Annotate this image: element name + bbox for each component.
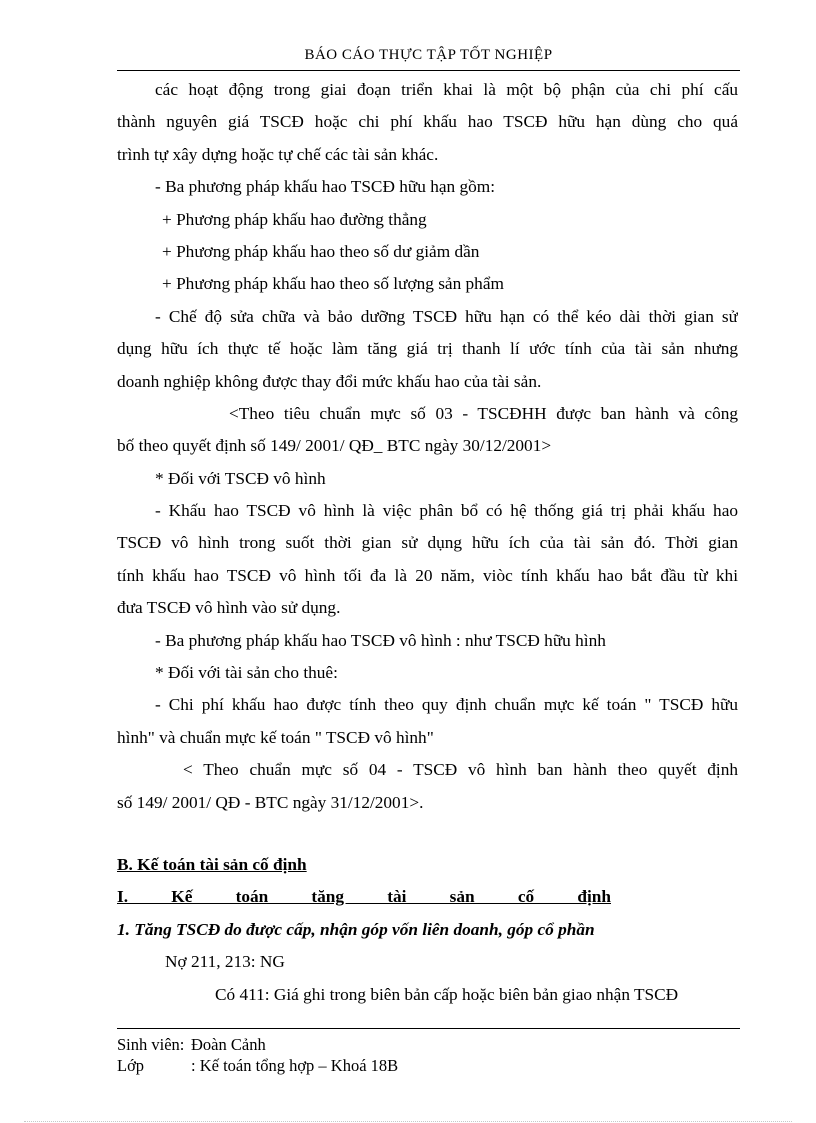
footer-class-row bbox=[117, 1055, 398, 1076]
section-heading-i: I. Kế toán tăng tài sản cố định bbox=[117, 887, 611, 907]
footer-rule bbox=[117, 1028, 740, 1029]
method-item-1: + Phương pháp khấu hao đường thẳng bbox=[162, 209, 427, 229]
standard-reference-2a: < Theo chuẩn mực số 04 - TSCĐ vô hình ban hành theo quyết định bbox=[183, 760, 738, 780]
intangible-heading: * Đối với TSCĐ vô hình bbox=[155, 468, 326, 488]
page-footer bbox=[117, 1034, 398, 1076]
body-line-14: - Khấu hao TSCĐ vô hình là việc phân bổ có hệ thống giá trị phải khấu hao bbox=[155, 501, 738, 521]
document-body bbox=[117, 74, 738, 1011]
class-value: : Kế toán tổng hợp – Khoá 18B bbox=[191, 1056, 399, 1075]
journal-entry-debit: Nợ 211, 213: NG bbox=[165, 952, 285, 972]
header-rule bbox=[117, 70, 740, 71]
method-list-heading: - Ba phương pháp khấu hao TSCĐ hữu hạn gồm: bbox=[155, 177, 496, 197]
section-heading-b: B. Kế toán tài sản cố định bbox=[117, 854, 307, 874]
method-item-2: + Phương pháp khấu hao theo số dư giảm dần bbox=[162, 241, 480, 261]
standard-reference-1a: <Theo tiêu chuẩn mực số 03 - TSCĐHH được ban hành và công bbox=[229, 403, 738, 423]
body-line-1: các hoạt động trong giai đoạn triển khai là một bộ phận của chi phí cấu bbox=[155, 80, 738, 99]
body-line-16: tính khấu hao TSCĐ vô hình tối đa là 20 năm, viòc tính khấu hao bắt đầu từ khi bbox=[117, 565, 738, 585]
method-item-3: + Phương pháp khấu hao theo số lượng sản phẩm bbox=[162, 274, 504, 294]
standard-reference-1b: bố theo quyết định số 149/ 2001/ QĐ_ BTC ngày 30/12/2001> bbox=[117, 436, 552, 456]
body-line-20: - Chi phí khấu hao được tính theo quy định chuẩn mực kế toán " TSCĐ hữu bbox=[155, 695, 738, 715]
spacer bbox=[117, 819, 738, 849]
leased-assets-heading: * Đối với tài sản cho thuê: bbox=[155, 663, 338, 683]
body-line-17: đưa TSCĐ vô hình vào sử dụng. bbox=[117, 598, 341, 618]
body-line-2: thành nguyên giá TSCĐ hoặc chi phí khấu hao TSCĐ hữu hạn dùng cho quá bbox=[117, 112, 738, 132]
subsection-heading-1: 1. Tăng TSCĐ do được cấp, nhận góp vốn liên doanh, góp cổ phần bbox=[117, 919, 595, 939]
footer-student-row bbox=[117, 1034, 398, 1055]
body-line-10: doanh nghiệp không được thay đổi mức khấu hao của tài sản. bbox=[117, 371, 542, 391]
body-line-15: TSCĐ vô hình trong suốt thời gian sử dụng hữu ích của tài sản đó. Thời gian bbox=[117, 533, 738, 553]
student-name: Đoàn Cảnh bbox=[191, 1035, 266, 1054]
body-line-8: - Chế độ sửa chữa và bảo dưỡng TSCĐ hữu hạn có thể kéo dài thời gian sử bbox=[155, 306, 738, 326]
body-line-18: - Ba phương pháp khấu hao TSCĐ vô hình : như TSCĐ hữu hình bbox=[155, 630, 606, 650]
page-header-title: BÁO CÁO THỰC TẬP TỐT NGHIỆP bbox=[304, 47, 553, 63]
class-label: Lớp bbox=[117, 1056, 145, 1075]
body-line-9: dụng hữu ích thực tế hoặc làm tăng giá trị thanh lí ước tính của tài sản nhưng bbox=[117, 339, 738, 359]
page-edge bbox=[24, 1121, 792, 1122]
body-line-3: trình tự xây dựng hoặc tự chế các tài sản khác. bbox=[117, 144, 439, 164]
body-line-21: hình" và chuẩn mực kế toán " TSCĐ vô hình" bbox=[117, 727, 434, 747]
standard-reference-2b: số 149/ 2001/ QĐ - BTC ngày 31/12/2001>. bbox=[117, 792, 424, 812]
journal-entry-credit: Có 411: Giá ghi trong biên bản cấp hoặc biên bản giao nhận TSCĐ bbox=[215, 984, 679, 1004]
student-label: Sinh viên: bbox=[117, 1035, 185, 1054]
